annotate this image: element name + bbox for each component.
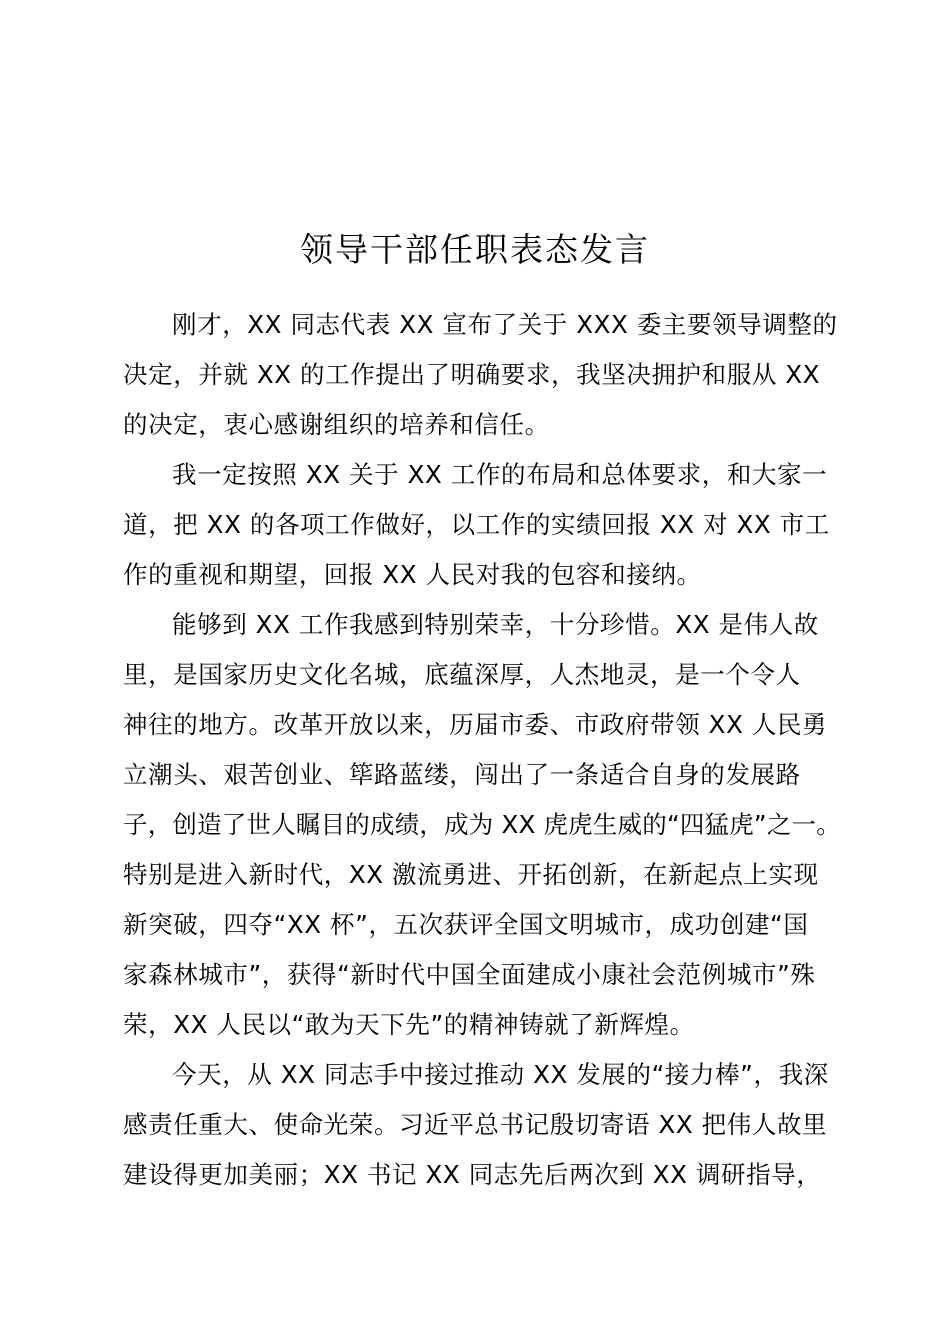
text-line: 的决定，衷心感谢组织的培养和信任。 — [123, 410, 550, 439]
text-line: 感责任重大、使命光荣。习近平总书记殷切寄语 XX 把伟人故里 — [123, 1110, 828, 1139]
text-line: 能够到 XX 工作我感到特别荣幸，十分珍惜。XX 是伟人故 — [172, 610, 819, 639]
document-title: 领导干部任职表态发言 — [300, 230, 650, 269]
text-line: 家森林城市”，获得“新时代中国全面建成小康社会范例城市”殊 — [123, 960, 816, 989]
text-line: 荣，XX 人民以“敢为天下先”的精神铸就了新辉煌。 — [123, 1010, 695, 1039]
text-line: 子，创造了世人瞩目的成绩，成为 XX 虎虎生威的“四猛虎”之一。 — [123, 810, 841, 839]
document-body — [123, 300, 843, 1200]
text-line: 刚才，XX 同志代表 XX 宣布了关于 XXX 委主要领导调整的 — [172, 310, 838, 339]
text-line: 建设得更加美丽；XX 书记 XX 同志先后两次到 XX 调研指导， — [123, 1160, 822, 1189]
text-line: 里，是国家历史文化名城，底蕴深厚，人杰地灵，是一个令人 — [123, 660, 801, 689]
text-line: 特别是进入新时代，XX 激流勇进、开拓创新，在新起点上实现 — [123, 860, 819, 889]
text-line: 今天，从 XX 同志手中接过推动 XX 发展的“接力棒”，我深 — [172, 1060, 829, 1089]
text-line: 我一定按照 XX 关于 XX 工作的布局和总体要求，和大家一 — [172, 460, 828, 489]
text-line: 作的重视和期望，回报 XX 人民对我的包容和接纳。 — [123, 560, 702, 589]
text-line: 道，把 XX 的各项工作做好，以工作的实绩回报 XX 对 XX 市工 — [123, 510, 830, 539]
text-line: 决定，并就 XX 的工作提出了明确要求，我坚决拥护和服从 XX — [123, 360, 821, 389]
text-line: 新突破，四夺“XX 杯”，五次获评全国文明城市，成功创建“国 — [123, 910, 809, 939]
text-line: 立潮头、艰苦创业、筚路蓝缕，闯出了一条适合自身的发展路 — [123, 760, 801, 789]
text-line: 神往的地方。改革开放以来，历届市委、市政府带领 XX 人民勇 — [123, 710, 828, 739]
